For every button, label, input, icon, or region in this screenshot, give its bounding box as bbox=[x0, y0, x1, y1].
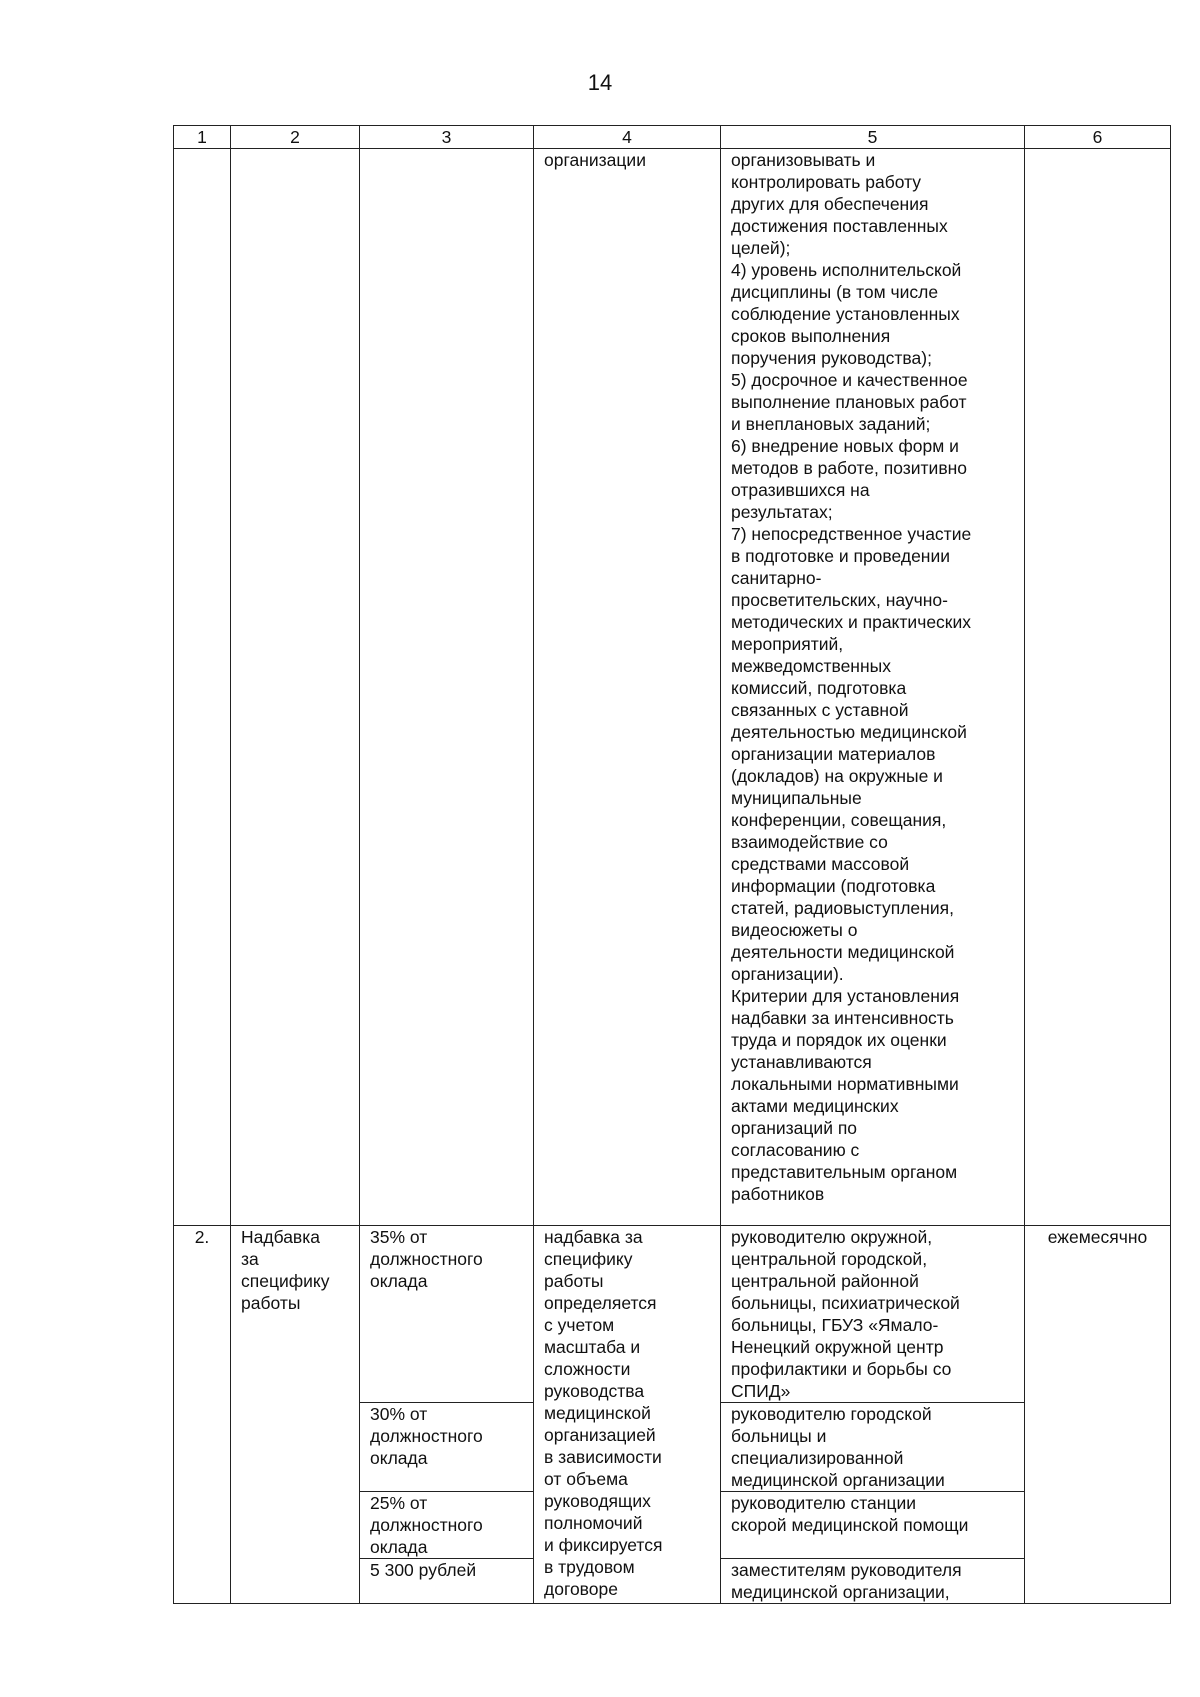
amount-cell: 35% от должностного оклада bbox=[360, 1226, 534, 1403]
periodicity-cell: ежемесячно bbox=[1025, 1226, 1171, 1604]
column-number: 4 bbox=[534, 126, 721, 149]
row-number-cell: 2. bbox=[174, 1226, 231, 1604]
description-cell: организации bbox=[534, 149, 721, 1226]
allowance-name-cell: Надбавка за специфику работы bbox=[231, 1226, 360, 1604]
recipient-cell: руководителю городской больницы и специализированной медицинской организации bbox=[721, 1403, 1025, 1492]
allowance-name-cell bbox=[231, 149, 360, 1226]
amount-cell: 30% от должностного оклада bbox=[360, 1403, 534, 1492]
column-number: 2 bbox=[231, 126, 360, 149]
column-number: 1 bbox=[174, 126, 231, 149]
amount-cell: 25% от должностного оклада bbox=[360, 1492, 534, 1559]
page-number: 14 bbox=[587, 70, 613, 95]
recipient-cell: заместителям руководителя медицинской организации, bbox=[721, 1559, 1025, 1604]
row-number-cell bbox=[174, 149, 231, 1226]
column-number: 3 bbox=[360, 126, 534, 149]
column-number: 6 bbox=[1025, 126, 1171, 149]
recipient-cell: руководителю станции скорой медицинской помощи bbox=[721, 1492, 1025, 1559]
column-number: 5 bbox=[721, 126, 1025, 149]
column-number-row bbox=[174, 126, 1171, 149]
table-row-continued bbox=[174, 149, 1171, 1226]
periodicity-cell bbox=[1025, 149, 1171, 1226]
table-row-2 bbox=[174, 1226, 1171, 1403]
amount-cell bbox=[360, 149, 534, 1226]
allowances-table bbox=[173, 125, 1171, 1604]
recipient-cell: руководителю окружной, центральной городской, центральной районной больницы, психиатрической больницы, ГБУЗ «Ямало- Ненецкий окружной центр профилактики и борьбы со СПИД» bbox=[721, 1226, 1025, 1403]
criteria-cell: организовывать и контролировать работу других для обеспечения достижения поставленных целей); 4) уровень исполнительской дисциплины (в том числе соблюдение установленных сроков выполнения поручения руководства); 5) досрочное и качественное выполнение плановых работ и внеплановых заданий; 6) внедрение новых форм и методов в работе, позитивно отразившихся на результатах; 7) непосредственное участие в подготовке и проведении санитарно- просветительских, научно- методических и практических мероприятий, межведомственных комиссий, подготовка связанных с уставной деятельностью медицинской организации материалов (докладов) на окружные и муниципальные конференции, совещания, взаимодействие со средствами массовой информации (подготовка статей, радиовыступления, видеосюжеты о деятельности медицинской организации). Критерии для установления надбавки за интенсивность труда и порядок их оценки устанавливаются локальными нормативными актами медицинских организаций по согласованию с представительным органом работников bbox=[721, 149, 1025, 1226]
amount-cell: 5 300 рублей bbox=[360, 1559, 534, 1604]
description-cell: надбавка за специфику работы определяется с учетом масштаба и сложности руководства медицинской организацией в зависимости от объема руководящих полномочий и фиксируется в трудовом договоре bbox=[534, 1226, 721, 1604]
